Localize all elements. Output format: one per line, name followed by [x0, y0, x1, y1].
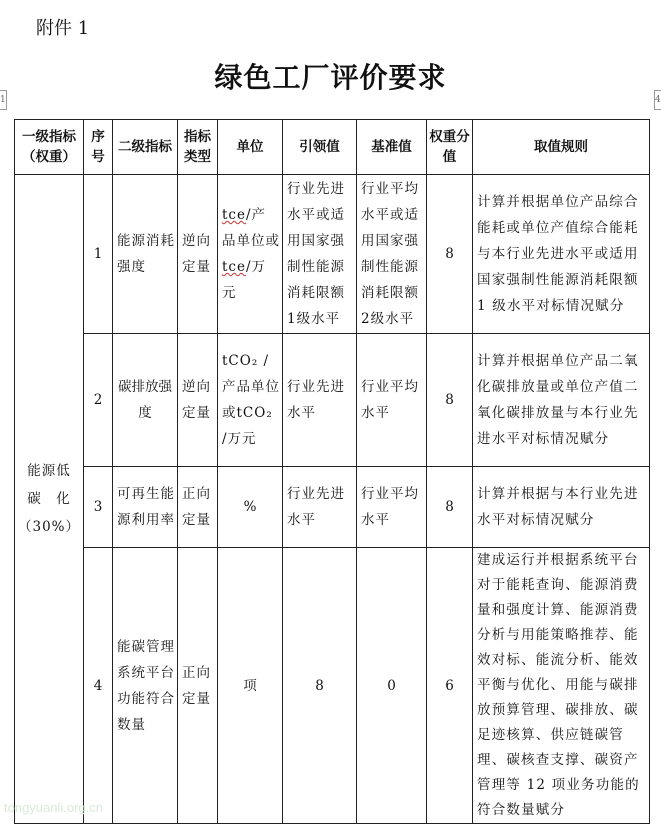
evaluation-table	[14, 119, 650, 824]
unit-tce: tce	[222, 207, 246, 223]
table-row	[15, 334, 650, 467]
row-indicator-type: 正向定量	[178, 548, 218, 824]
row-unit: %	[218, 467, 283, 548]
row-indicator-name: 能源消耗强度	[113, 175, 178, 334]
header-indicator-type: 指标类型	[178, 120, 218, 175]
watermark: tongyuanli.org.cn	[4, 800, 104, 815]
row-seq: 4	[84, 548, 113, 824]
header-leading-value: 引领值	[283, 120, 357, 175]
header-level2: 二级指标	[113, 120, 178, 175]
row-rule: 建成运行并根据系统平台对于能耗查询、能源消费量和强度计算、能源消费分析与用能策略推荐、能效对标、能流分析、能效平衡与优化、用能与碳排放预算管理、碳排放、碳足迹核算、供应链碳管理、碳核查支撑、碳资产管理等 12 项业务功能的符合数量赋分	[473, 548, 650, 824]
row-baseline-value: 0	[357, 548, 427, 824]
row-rule: 计算并根据单位产品综合能耗或单位产值综合能耗与本行业先进水平或适用国家强制性能源消耗限额 1 级水平对标情况赋分	[473, 175, 650, 334]
row-weight: 8	[427, 175, 473, 334]
table-row	[15, 175, 650, 334]
row-indicator-name: 碳排放强度	[113, 334, 178, 467]
row-weight: 8	[427, 334, 473, 467]
row-seq: 3	[84, 467, 113, 548]
row-indicator-type: 逆向定量	[178, 175, 218, 334]
table-row	[15, 548, 650, 824]
header-rule: 取值规则	[473, 120, 650, 175]
header-baseline-value: 基准值	[357, 120, 427, 175]
unit-part: /产品单位或	[222, 207, 280, 249]
header-seq: 序号	[84, 120, 113, 175]
row-seq: 2	[84, 334, 113, 467]
document-title: 绿色工厂评价要求	[214, 61, 447, 94]
attachment-label: 附件 1	[36, 18, 90, 39]
left-page-edge-mark: 1	[0, 90, 7, 110]
row-unit: 项	[218, 548, 283, 824]
row-baseline-value: 行业平均水平	[357, 334, 427, 467]
row-leading-value: 行业先进水平	[283, 467, 357, 548]
table-header-row	[15, 120, 650, 175]
category-name-line2: 碳 化	[27, 491, 71, 507]
row-unit	[218, 175, 283, 334]
row-rule: 计算并根据单位产品二氧化碳排放量或单位产值二氧化碳排放量与本行业先进水平对标情况赋分	[473, 334, 650, 467]
header-level1: 一级指标（权重）	[15, 120, 84, 175]
unit-tce: tce	[222, 259, 246, 275]
row-indicator-name: 能碳管理系统平台功能符合数量	[113, 548, 178, 824]
row-indicator-type: 逆向定量	[178, 334, 218, 467]
row-rule: 计算并根据与本行业先进水平对标情况赋分	[473, 467, 650, 548]
row-baseline-value: 行业平均水平	[357, 467, 427, 548]
category-name-line1: 能源低	[27, 463, 71, 479]
header-unit: 单位	[218, 120, 283, 175]
right-page-edge-mark: 4	[654, 90, 661, 110]
table-row	[15, 467, 650, 548]
row-baseline-value: 行业平均水平或适用国家强制性能源消耗限额2级水平	[357, 175, 427, 334]
row-unit: tCO₂ /产品单位或tCO₂ /万元	[218, 334, 283, 467]
row-indicator-name: 可再生能源利用率	[113, 467, 178, 548]
row-leading-value: 8	[283, 548, 357, 824]
category-cell	[15, 175, 84, 824]
unit-part: /万元	[222, 259, 267, 301]
category-weight: （30%）	[17, 519, 80, 535]
header-weight: 权重分值	[427, 120, 473, 175]
row-leading-value: 行业先进水平	[283, 334, 357, 467]
row-weight: 8	[427, 467, 473, 548]
row-leading-value: 行业先进水平或适用国家强制性能源消耗限额1级水平	[283, 175, 357, 334]
row-seq: 1	[84, 175, 113, 334]
row-weight: 6	[427, 548, 473, 824]
row-indicator-type: 正向定量	[178, 467, 218, 548]
